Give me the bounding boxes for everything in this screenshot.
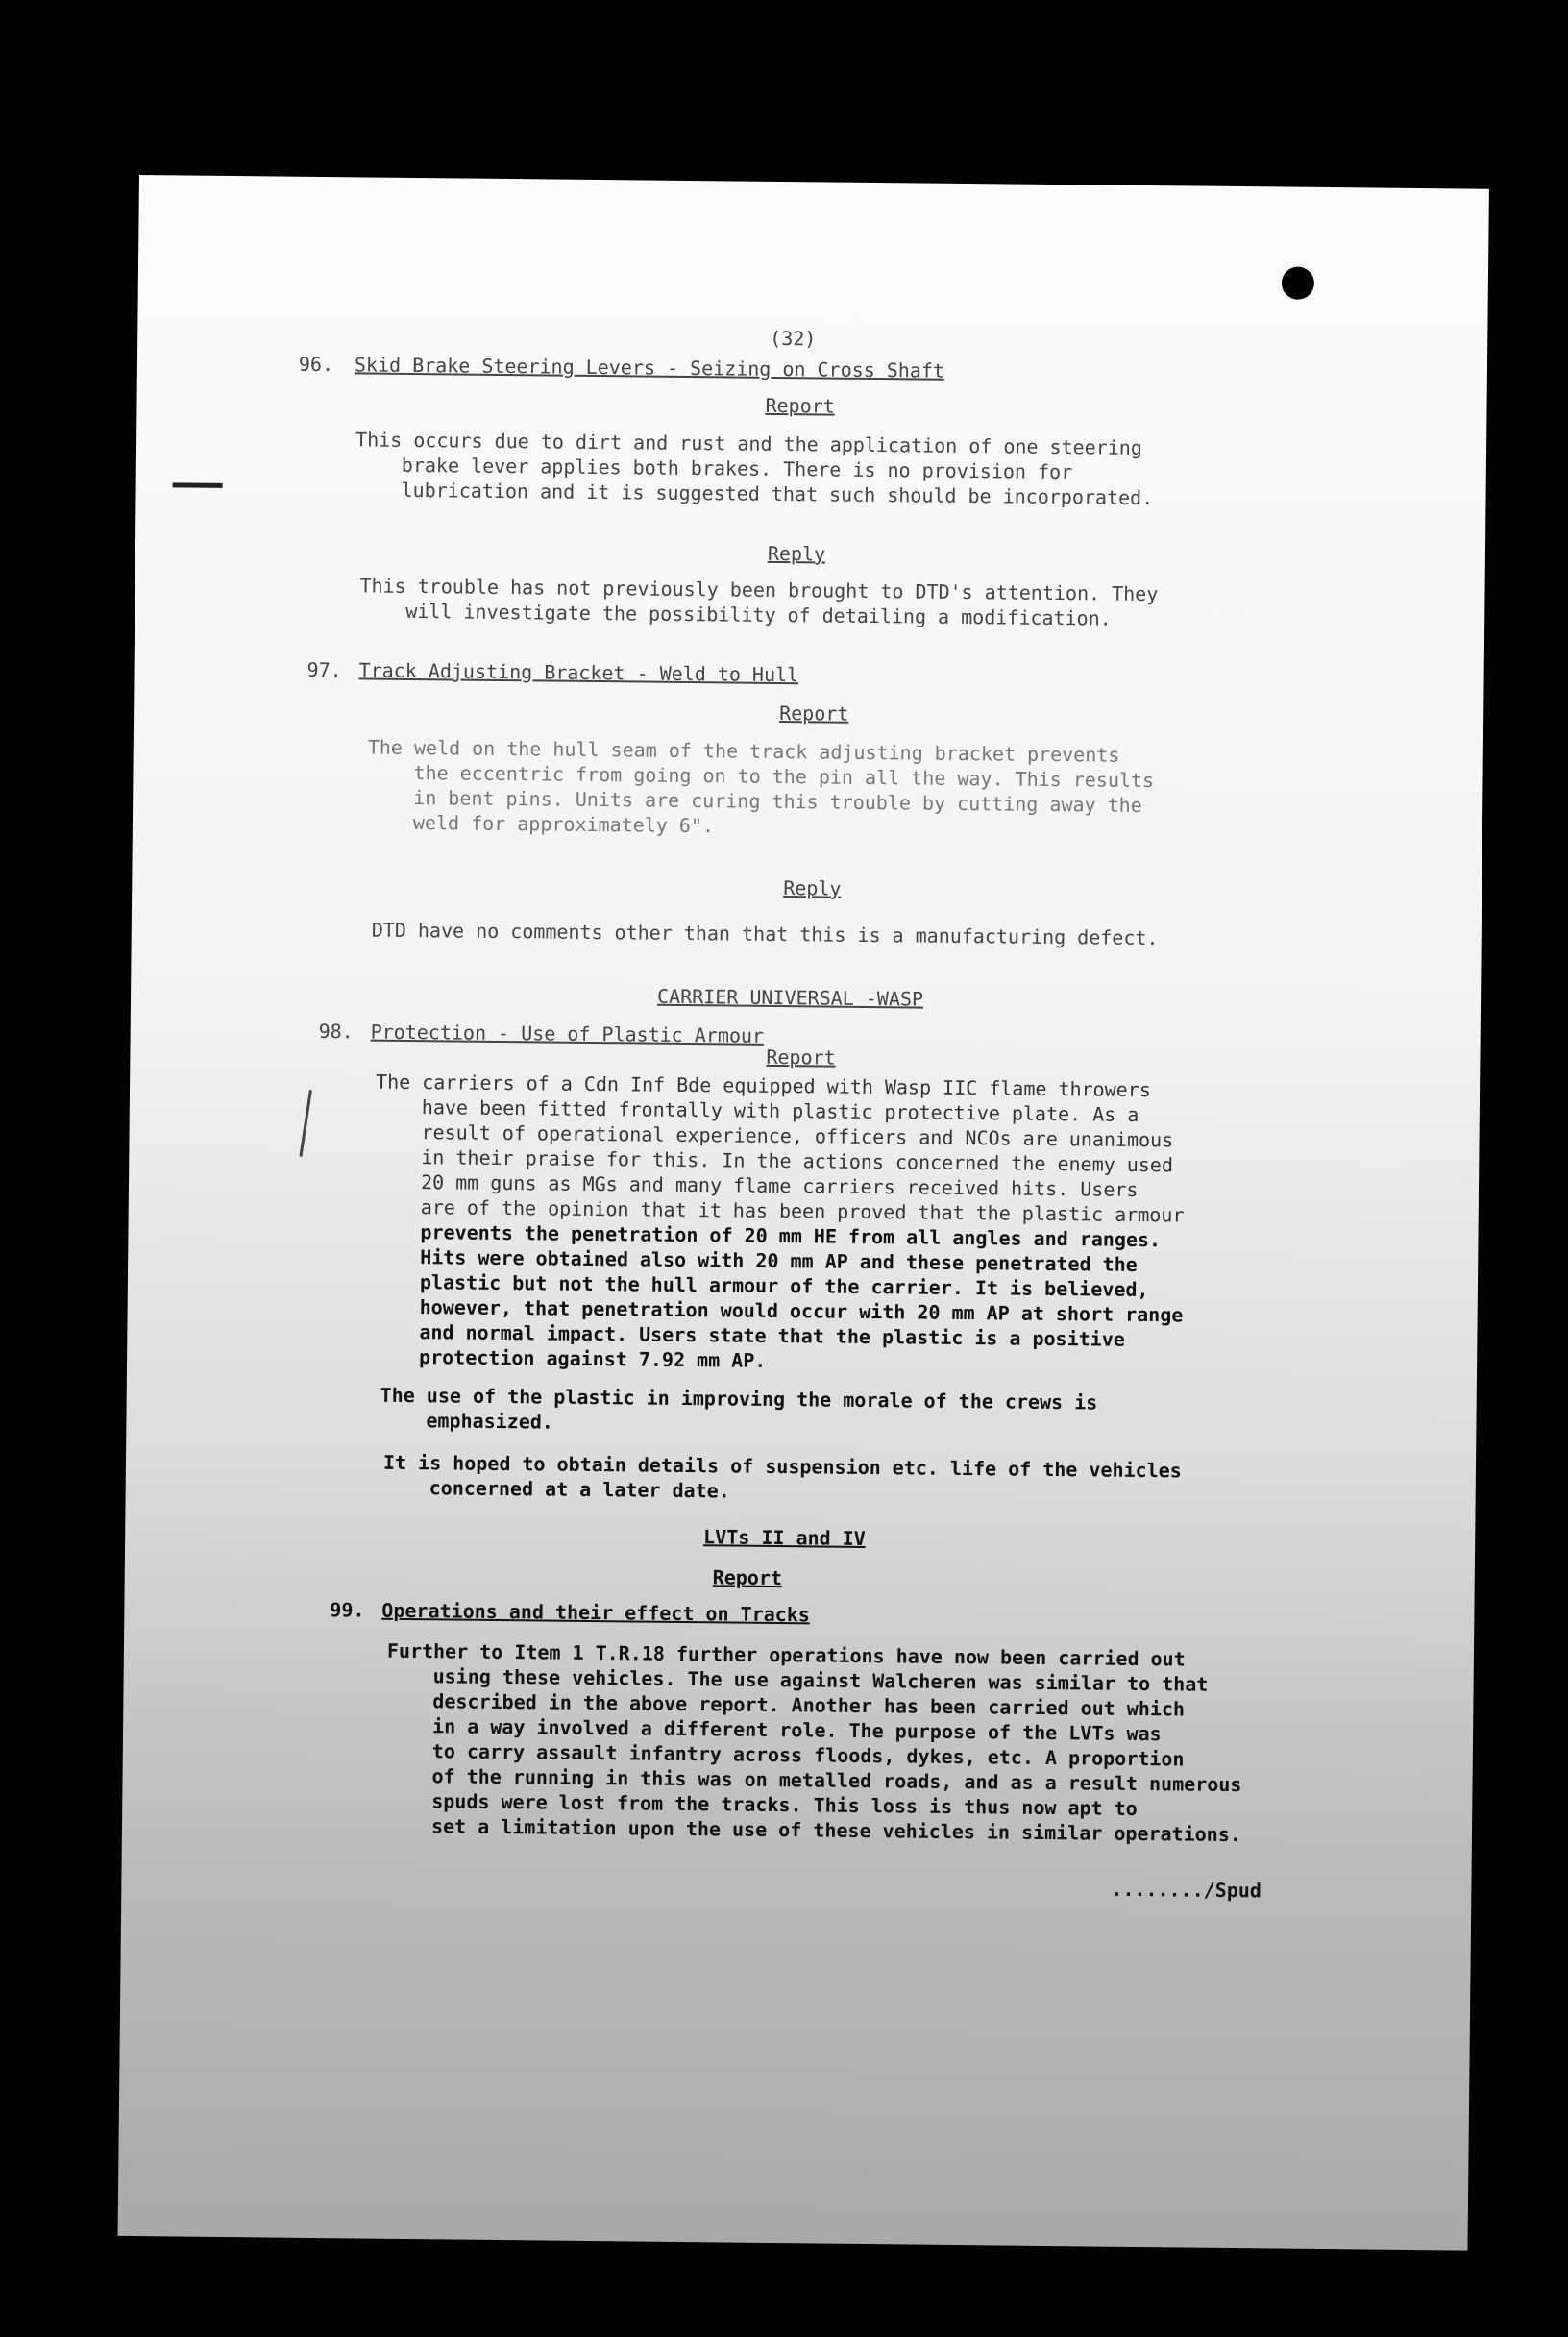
text-line: lubrication and it is suggested that such should be incorporated. <box>401 478 1154 510</box>
text-line: protection against 7.92 mm AP. <box>419 1345 767 1372</box>
section-heading-reply: Reply <box>783 876 842 900</box>
section-heading-report: Report <box>766 1045 836 1070</box>
text-line: It is hoped to obtain details of suspension etc. life of the vehicles <box>382 1450 1182 1483</box>
text-line: in a way involved a different role. The purpose of the LVTs was <box>431 1714 1162 1746</box>
text-line: The carriers of a Cdn Inf Bde equipped with Wasp IIC flame throwers <box>376 1070 1151 1102</box>
text-line: weld for approximately 6". <box>412 811 715 838</box>
text-line: have been fitted frontally with plastic protective plate. As a <box>421 1095 1139 1126</box>
reply-paragraph <box>359 573 1320 632</box>
document-page <box>118 175 1489 2251</box>
text-line: plastic but not the hull armour of the carrier. It is believed, <box>419 1270 1149 1302</box>
text-line: in their praise for this. In the actions concerned the enemy used <box>421 1145 1174 1177</box>
text-line: concerned at a later date. <box>429 1476 730 1503</box>
item-title: Operations and their effect on Tracks <box>381 1598 811 1627</box>
item-number: 99. <box>330 1598 365 1622</box>
text-line: described in the above report. Another has been carried out which <box>432 1689 1186 1721</box>
margin-dash-mark <box>173 482 223 488</box>
text-line: and normal impact. Users state that the plastic is a positive <box>419 1320 1126 1351</box>
continuation-marker: ......../Spud <box>1111 1877 1262 1903</box>
text-line: DTD have no comments other than that this is a manufacturing defect. <box>371 918 1159 950</box>
text-line: The weld on the hull seam of the track adjusting bracket prevents <box>367 735 1120 767</box>
item-number: 96. <box>298 352 334 377</box>
text-line: spuds were lost from the tracks. This loss is thus now apt to <box>431 1789 1138 1820</box>
paragraph <box>385 1638 1406 1849</box>
text-line: This trouble has not previously been brought to DTD's attention. They <box>359 574 1159 606</box>
punch-hole <box>1282 266 1314 299</box>
group-heading: LVTs II and IV <box>703 1525 866 1550</box>
item-number: 98. <box>318 1020 354 1044</box>
report-paragraph <box>367 735 1329 845</box>
paragraph <box>380 1383 1388 1443</box>
section-heading-report: Report <box>779 701 849 726</box>
margin-tick-mark <box>299 1090 311 1157</box>
text-line: brake lever applies both brakes. There is no provision for <box>401 453 1073 484</box>
text-line: of the running in this was on metalled roads, and as a result numerous <box>431 1764 1242 1797</box>
text-line: Further to Item 1 T.R.18 further operations have now been carried out <box>386 1638 1186 1671</box>
section-heading-report: Report <box>765 393 835 418</box>
item-title: Skid Brake Steering Levers - Seizing on Cross Shaft <box>354 353 945 382</box>
item-title: Track Adjusting Bracket - Weld to Hull <box>358 658 799 687</box>
text-line: The use of the plastic in improving the morale of the crews is <box>380 1383 1098 1414</box>
text-line: the eccentric from going on to the pin all the way. This results <box>413 761 1155 793</box>
item-number: 97. <box>306 657 342 682</box>
item-title: Protection - Use of Plastic Armour <box>370 1020 765 1047</box>
text-line: however, that penetration would occur with 20 mm AP at short range <box>419 1295 1184 1327</box>
text-line: in bent pins. Units are curing this trouble by cutting away the <box>413 786 1142 817</box>
text-line: will investigate the possibility of detailing a modification. <box>405 599 1112 630</box>
text-line: This occurs due to dirt and rust and the application of one steering <box>355 428 1143 459</box>
text-line: using these vehicles. The use against Walcheren was similar to that <box>432 1664 1209 1696</box>
text-line: to carry assault infantry across floods, dykes, etc. A proportion <box>431 1739 1185 1771</box>
text-line: 20 mm guns as MGs and many flame carriers received hits. Users <box>420 1170 1139 1201</box>
section-heading-reply: Reply <box>767 541 826 566</box>
text-line: set a limitation upon the use of these vehicles in similar operations. <box>430 1814 1241 1847</box>
page-number: (32) <box>770 326 817 351</box>
group-heading: CARRIER UNIVERSAL -WASP <box>656 984 924 1011</box>
report-paragraph <box>355 427 1316 511</box>
group-subheading: Report <box>712 1565 783 1590</box>
paragraph <box>383 1450 1392 1511</box>
text-line: Hits were obtained also with 20 mm AP and these penetrated the <box>420 1245 1138 1276</box>
text-line: result of operational experience, officers and NCOs are unanimous <box>421 1120 1174 1152</box>
report-paragraph <box>373 1070 1384 1380</box>
text-line: prevents the penetration of 20 mm HE from all angles and ranges. <box>420 1220 1162 1252</box>
text-line: emphasized. <box>426 1409 554 1434</box>
text-line: are of the opinion that it has been proved that the plastic armour <box>420 1195 1185 1227</box>
